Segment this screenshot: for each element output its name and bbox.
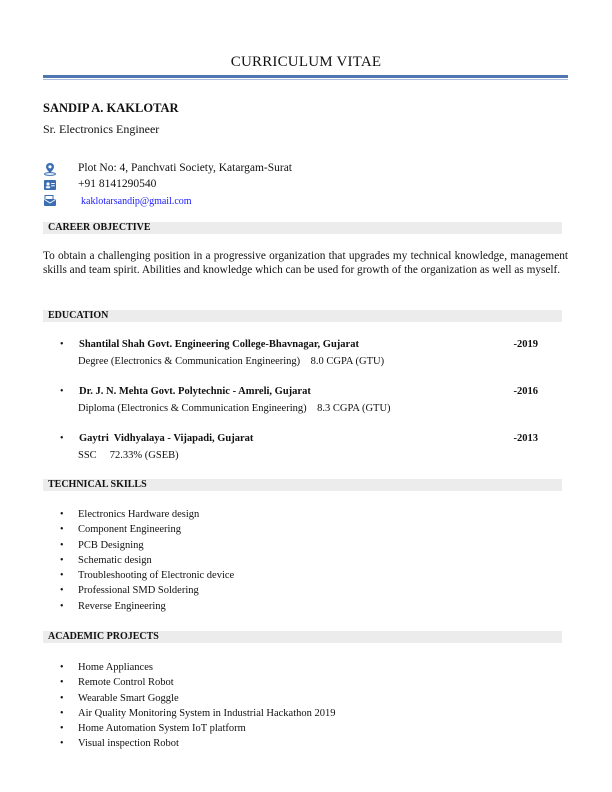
candidate-name: SANDIP A. KAKLOTAR bbox=[43, 101, 179, 115]
project-item: • Wearable Smart Goggle bbox=[60, 691, 336, 706]
institute-name: Gaytri Vidhyalaya - Vijapadi, Gujarat bbox=[79, 433, 254, 444]
technical-skills-heading: TECHNICAL SKILLS bbox=[43, 479, 562, 491]
bullet: • bbox=[60, 386, 64, 397]
address-text: Plot No: 4, Panchvati Society, Katargam-Surat bbox=[78, 162, 292, 174]
mail-icon bbox=[43, 194, 57, 208]
skill-item: • Professional SMD Soldering bbox=[60, 583, 234, 598]
skill-item: • Schematic design bbox=[60, 553, 234, 568]
education-year: -2019 bbox=[513, 339, 538, 350]
title-rule-light bbox=[43, 79, 568, 80]
skills-list bbox=[60, 507, 234, 614]
projects-list bbox=[60, 660, 336, 752]
education-year: -2016 bbox=[513, 386, 538, 397]
phone-text: +91 8141290540 bbox=[78, 178, 157, 190]
degree-text: Degree (Electronics & Communication Engineering) 8.0 CGPA (GTU) bbox=[78, 356, 385, 367]
institute-name: Shantilal Shah Govt. Engineering College-Bhavnagar, Gujarat bbox=[79, 339, 359, 350]
degree-text: Diploma (Electronics & Communication Engineering) 8.3 CGPA (GTU) bbox=[78, 403, 391, 414]
document-title: CURRICULUM VITAE bbox=[230, 54, 382, 70]
project-item: • Remote Control Robot bbox=[60, 675, 336, 690]
skill-item: • Component Engineering bbox=[60, 522, 234, 537]
skill-item: • Troubleshooting of Electronic device bbox=[60, 568, 234, 583]
degree-text: SSC 72.33% (GSEB) bbox=[78, 450, 179, 461]
skill-item: • PCB Designing bbox=[60, 538, 234, 553]
title-rule bbox=[43, 75, 568, 78]
project-item: • Home Automation System IoT platform bbox=[60, 721, 336, 736]
skill-item: • Electronics Hardware design bbox=[60, 507, 234, 522]
bullet: • bbox=[60, 433, 64, 444]
project-item: • Home Appliances bbox=[60, 660, 336, 675]
career-objective-heading: CAREER OBJECTIVE bbox=[43, 222, 562, 234]
phone-card-icon bbox=[43, 178, 57, 192]
career-objective-text: To obtain a challenging position in a progressive organization that upgrades my technical knowledge, management skills and team spirit. Abilities and knowledge which can be used for growth of the organization as well as myself. bbox=[43, 250, 568, 276]
academic-projects-heading: ACADEMIC PROJECTS bbox=[43, 631, 562, 643]
education-heading: EDUCATION bbox=[43, 310, 562, 322]
institute-name: Dr. J. N. Mehta Govt. Polytechnic - Amreli, Gujarat bbox=[79, 386, 311, 397]
skill-item: • Reverse Engineering bbox=[60, 599, 234, 614]
education-year: -2013 bbox=[513, 433, 538, 444]
email-link[interactable]: kaklotarsandip@gmail.com bbox=[81, 196, 192, 207]
project-item: • Visual inspection Robot bbox=[60, 736, 336, 751]
bullet: • bbox=[60, 339, 64, 350]
location-icon bbox=[43, 162, 57, 176]
candidate-role: Sr. Electronics Engineer bbox=[43, 122, 160, 136]
project-item: • Air Quality Monitoring System in Industrial Hackathon 2019 bbox=[60, 706, 336, 721]
